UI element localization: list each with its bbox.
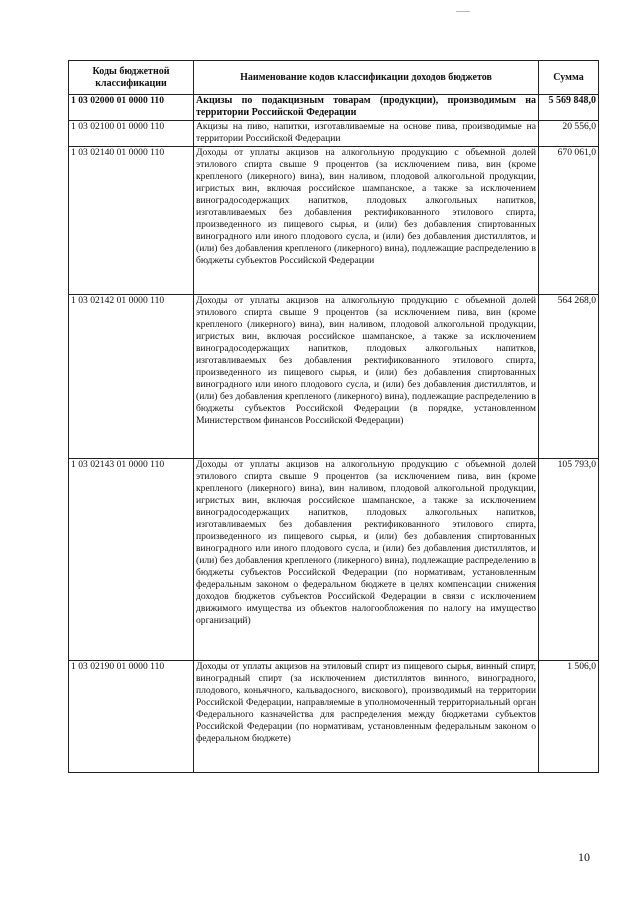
table-header-row	[69, 61, 599, 95]
row-code: 1 03 02142 01 0000 110	[69, 295, 194, 459]
table-row	[69, 459, 599, 661]
row-code: 1 03 02000 01 0000 110	[69, 95, 194, 121]
page-number: 10	[578, 850, 590, 864]
table-row	[69, 121, 599, 147]
table-row	[69, 661, 599, 773]
table-row	[69, 147, 599, 295]
row-name: Доходы от уплаты акцизов на алкогольную продукцию с объемной долей этилового спирта свыше 9 процентов (за исключением пива, вин (кроме крепленого (ликерного) вина), вин наливом, плодовой алкогольной продукции, игристых вин, включая российское шампанское, а также за исключением виноградосодержащих напитков, плодовых алкогольных напитков, изготавливаемых без добавления ректификованного этилового спирта, произведенного из пищевого сырья, и (или) без добавления спиртованных виноградного или иного плодового сусла, и (или) без добавления дистиллятов, и (или) без добавления крепленого (ликерного) вина), подлежащие распределению в бюджеты субъектов Российской Федерации	[194, 147, 539, 295]
row-name: Доходы от уплаты акцизов на алкогольную продукцию с объемной долей этилового спирта свыше 9 процентов (за исключением пива, вин (кроме крепленого (ликерного) вина), вин наливом, плодовой алкогольной продукции, игристых вин, включая российское шампанское, а также за исключением виноградосодержащих напитков, плодовых алкогольных напитков, изготавливаемых без добавления ректификованного этилового спирта, произведенного из пищевого сырья, и (или) без добавления спиртованных виноградного или иного плодового сусла, и (или) без добавления дистиллятов, и (или) без добавления крепленого (ликерного) вина), подлежащие распределению в бюджеты субъектов Российской Федерации (по нормативам, установленным федеральным законом о федеральном бюджете в целях компенсации снижения доходов бюджетов субъектов Российской Федерации в связи с исключением движимого имущества из объектов налогообложения по налогу на имущество организаций)	[194, 459, 539, 661]
row-sum: 670 061,0	[539, 147, 599, 295]
row-name: Акцизы по подакцизным товарам (продукции), производимым на территории Российской Федерации	[194, 95, 539, 121]
budget-classification-table	[68, 60, 599, 773]
row-sum: 5 569 848,0	[539, 95, 599, 121]
table-row	[69, 95, 599, 121]
scan-speck	[456, 11, 470, 12]
row-code: 1 03 02100 01 0000 110	[69, 121, 194, 147]
row-name: Доходы от уплаты акцизов на этиловый спирт из пищевого сырья, винный спирт, виноградный спирт (за исключением дистиллятов винного, виноградного, плодового, коньячного, кальвадосного, вискового), производимый на территории Российской Федерации, направляемые в уполномоченный территориальный орган Федерального казначейства для распределения между бюджетами субъектов Российской Федерации (по нормативам, установленным федеральным законом о федеральном бюджете)	[194, 661, 539, 773]
row-sum: 564 268,0	[539, 295, 599, 459]
row-sum: 20 556,0	[539, 121, 599, 147]
row-sum: 1 506,0	[539, 661, 599, 773]
row-name: Доходы от уплаты акцизов на алкогольную продукцию с объемной долей этилового спирта свыше 9 процентов (за исключением пива, вин (кроме крепленого (ликерного) вина), вин наливом, плодовой алкогольной продукции, игристых вин, включая российское шампанское, а также за исключением виноградосодержащих напитков, плодовых алкогольных напитков, изготавливаемых без добавления ректификованного этилового спирта, произведенного из пищевого сырья, и (или) без добавления спиртованных виноградного или иного плодового сусла, и (или) без добавления дистиллятов, и (или) без добавления крепленого (ликерного) вина), подлежащие распределению в бюджеты субъектов Российской Федерации (в порядке, установленном Министерством финансов Российской Федерации)	[194, 295, 539, 459]
header-sum: Сумма	[539, 61, 599, 95]
header-name: Наименование кодов классификации доходов бюджетов	[194, 61, 539, 95]
row-name: Акцизы на пиво, напитки, изготавливаемые на основе пива, производимые на территории Российской Федерации	[194, 121, 539, 147]
row-sum: 105 793,0	[539, 459, 599, 661]
row-code: 1 03 02140 01 0000 110	[69, 147, 194, 295]
header-codes: Коды бюджетной классификации	[69, 61, 194, 95]
row-code: 1 03 02143 01 0000 110	[69, 459, 194, 661]
row-code: 1 03 02190 01 0000 110	[69, 661, 194, 773]
table-row	[69, 295, 599, 459]
